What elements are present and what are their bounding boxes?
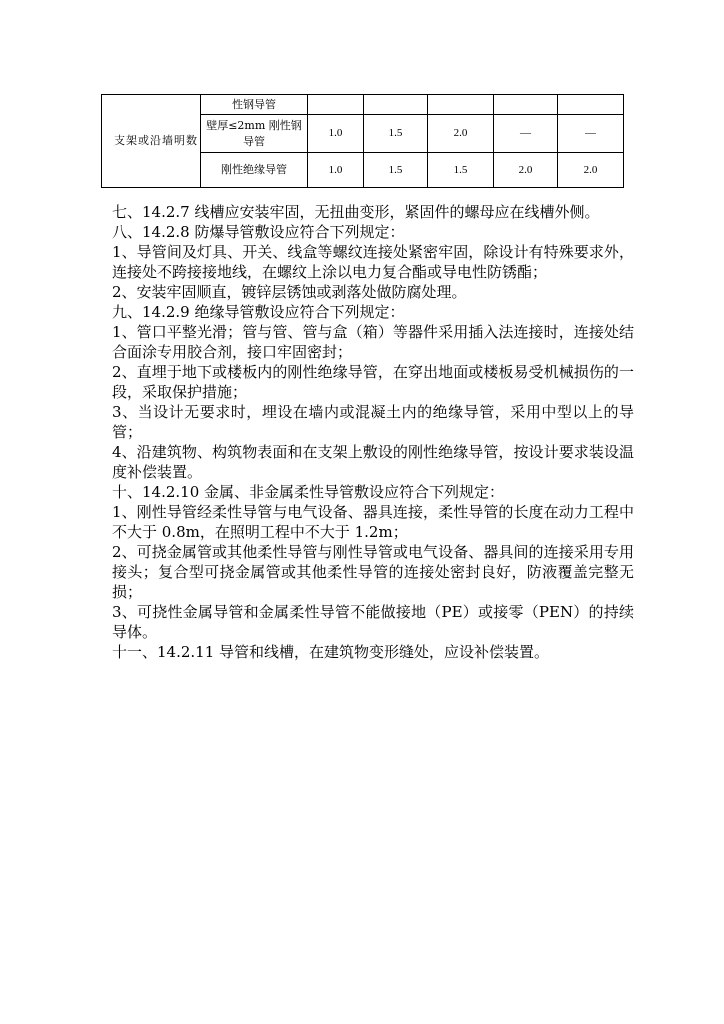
paragraph: 七、14.2.7 线槽应安装牢固，无扭曲变形，紧固件的螺母应在线槽外侧。 — [112, 203, 600, 221]
paragraph: 九、14.2.9 绝缘导管敷设应符合下列规定： — [112, 303, 405, 321]
paragraph: 2、可挠金属管或其他柔性导管与刚性导管或电气设备、器具间的连接采用专用接头；复合型可挠金属管或其他柔性导管的连接处密封良好，防液覆盖完整无损； — [112, 543, 634, 601]
table-cell — [428, 95, 494, 115]
table-cell: 1.5 — [364, 153, 428, 188]
paragraph: 十、14.2.10 金属、非金属柔性导管敷设应符合下列规定： — [112, 483, 505, 501]
table-cell: 2.0 — [428, 115, 494, 153]
spec-table — [101, 94, 624, 188]
body-text — [112, 202, 634, 662]
paragraph: 2、直埋于地下或楼板内的刚性绝缘导管，在穿出地面或楼板易受机械损伤的一段，采取保护措施； — [112, 363, 634, 401]
paragraph: 3、可挠性金属导管和金属柔性导管不能做接地（PE）或接零（PEN）的持续导体。 — [112, 603, 634, 641]
table-cell: — — [494, 115, 558, 153]
paragraph: 2、安装牢固顺直，镀锌层锈蚀或剥落处做防腐处理。 — [112, 283, 467, 301]
category-cell: 支架或沿墙明数 — [102, 95, 201, 188]
table-cell — [308, 95, 364, 115]
table-cell: 1.5 — [364, 115, 428, 153]
paragraph: 1、管口平整光滑；管与管、管与盒（箱）等器件采用插入法连接时，连接处结合面涂专用胶合剂，接口牢固密封； — [112, 323, 634, 361]
table-cell: 壁厚≤2mm 刚性钢导管 — [201, 115, 308, 153]
table-cell: 刚性绝缘导管 — [201, 153, 308, 188]
table-cell — [364, 95, 428, 115]
table-cell: 性钢导管 — [201, 95, 308, 115]
table-cell: 2.0 — [494, 153, 558, 188]
table-row — [102, 95, 624, 115]
paragraph: 八、14.2.8 防爆导管敷设应符合下列规定： — [112, 223, 405, 241]
paragraph: 十一、14.2.11 导管和线槽，在建筑物变形缝处，应设补偿装置。 — [112, 643, 550, 661]
table-cell — [558, 95, 624, 115]
paragraph: 4、沿建筑物、构筑物表面和在支架上敷设的刚性绝缘导管，按设计要求装设温度补偿装置。 — [112, 443, 634, 481]
table-cell: — — [558, 115, 624, 153]
paragraph: 1、刚性导管经柔性导管与电气设备、器具连接，柔性导管的长度在动力工程中不大于 0.8m，在照明工程中不大于 1.2m； — [112, 503, 634, 541]
table-cell: 1.5 — [428, 153, 494, 188]
table-cell: 2.0 — [558, 153, 624, 188]
table-cell: 1.0 — [308, 115, 364, 153]
table-cell — [494, 95, 558, 115]
paragraph: 3、当设计无要求时，埋设在墙内或混凝土内的绝缘导管，采用中型以上的导管； — [112, 403, 634, 441]
table-cell: 1.0 — [308, 153, 364, 188]
paragraph: 1、导管间及灯具、开关、线盒等螺纹连接处紧密牢固，除设计有特殊要求外，连接处不跨接接地线，在螺纹上涂以电力复合酯或导电性防锈酯； — [112, 243, 634, 281]
